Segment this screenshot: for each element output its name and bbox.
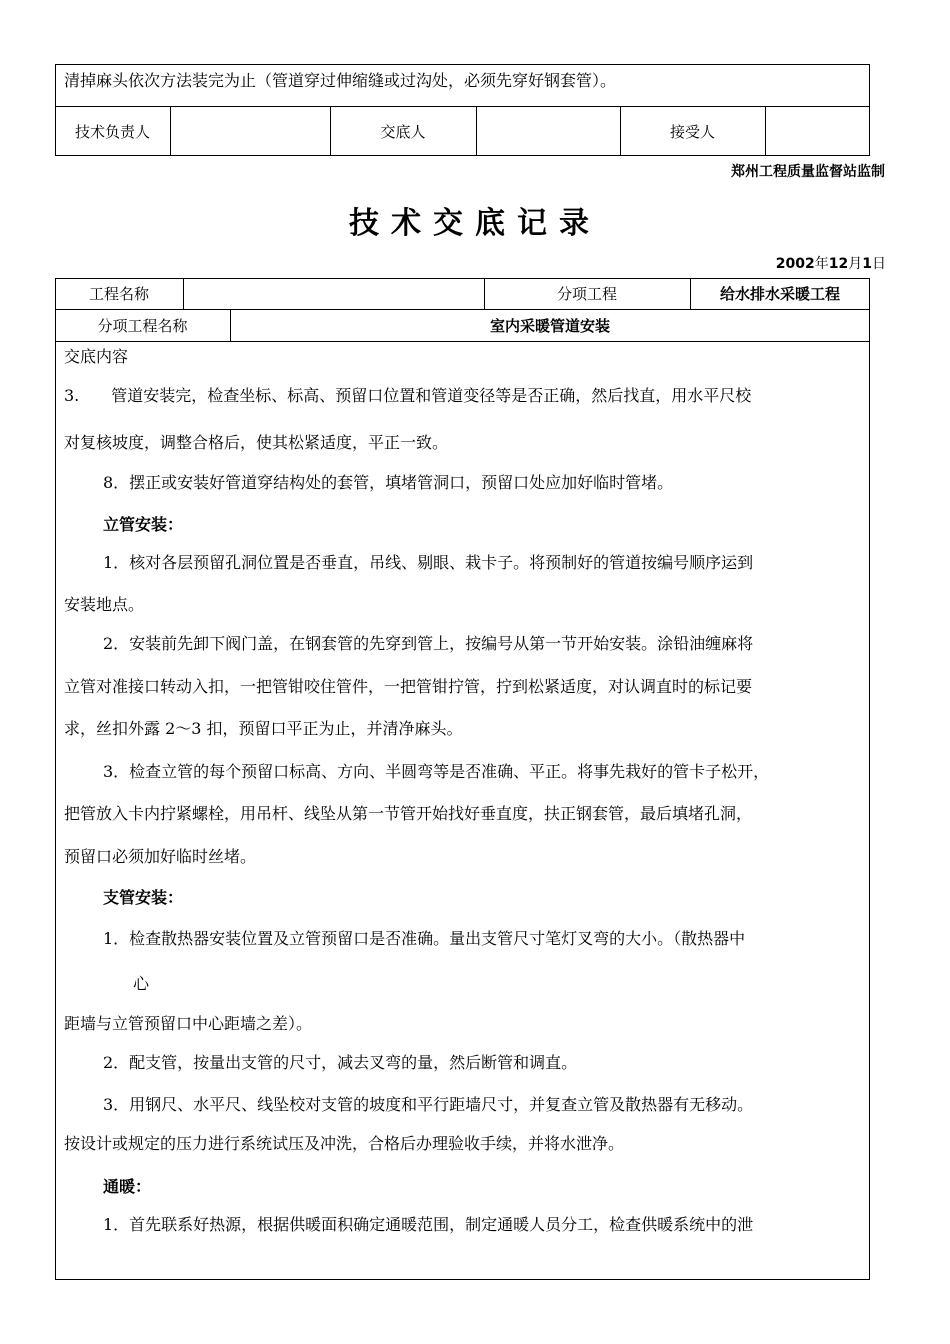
date-year: 2002 — [775, 256, 815, 272]
content-line: 求，丝扣外露 2～3 扣，预留口平正为止，并清净麻头。 — [64, 719, 463, 738]
content-line: 预留口必须加好临时丝堵。 — [64, 847, 257, 866]
content-line: 心 — [133, 974, 150, 993]
tech-lead-value[interactable] — [170, 106, 330, 156]
content-line: 对复核坡度，调整合格后，使其松紧适度，平正一致。 — [64, 433, 449, 452]
discloser-value[interactable] — [476, 106, 620, 156]
section-heading-branch: 支管安装： — [103, 888, 184, 907]
content-line: 按设计或规定的压力进行系统试压及冲洗，合格后办理验收手续，并将水泄净。 — [64, 1134, 625, 1153]
main-table-row-divider — [55, 341, 870, 342]
continued-text: 清掉麻头依次方法装完为止（管道穿过伸缩缝或过沟处，必须先穿好钢套管）。 — [64, 71, 617, 90]
sub-project-label: 分项工程 — [556, 285, 617, 303]
content-line: 1．检查散热器安装位置及立管预留口是否准确。量出支管尺寸笔灯叉弯的大小。（散热器中 — [103, 929, 746, 948]
tech-lead-label: 技术负责人 — [74, 122, 150, 141]
section-heading-riser: 立管安装： — [103, 515, 184, 534]
date-day: 1 — [862, 256, 872, 272]
section-heading-heating: 通暖： — [103, 1177, 152, 1196]
content-label: 交底内容 — [64, 347, 129, 366]
date-month: 12 — [828, 256, 849, 272]
discloser-label: 交底人 — [380, 122, 426, 141]
content-line: 8．摆正或安装好管道穿结构处的套管，填堵管洞口，预留口处应加好临时管堵。 — [103, 473, 674, 492]
content-line: 3．检查立管的每个预留口标高、方向、半圆弯等是否准确、平正。将事先栽好的管卡子松开， — [103, 762, 770, 781]
project-name-label: 工程名称 — [88, 285, 149, 303]
sub-project-name-value: 室内采暖管道安装 — [489, 316, 610, 335]
content-line: 1．首先联系好热源，根据供暖面积确定通暖范围，制定通暖人员分工，检查供暖系统中的泄 — [103, 1215, 754, 1234]
content-line: 3. 管道安装完，检查坐标、标高、预留口位置和管道变径等是否正确，然后找直，用水平尺校 — [64, 386, 752, 405]
content-line: 安装地点。 — [64, 595, 145, 614]
content-line: 把管放入卡内拧紧螺栓，用吊杆、线坠从第一节管开始找好垂直度，扶正钢套管，最后填堵孔洞， — [64, 804, 753, 823]
receiver-label: 接受人 — [669, 122, 715, 141]
content-line: 2．配支管，按量出支管的尺寸，减去叉弯的量，然后断管和调直。 — [103, 1053, 578, 1072]
content-line: 距墙与立管预留口中心距墙之差）。 — [64, 1014, 313, 1033]
content-line: 1．核对各层预留孔洞位置是否垂直，吊线、剔眼、栽卡子。将预制好的管道按编号顺序运到 — [103, 553, 754, 572]
content-line: 2．安装前先卸下阀门盖，在钢套管的先穿到管上，按编号从第一节开始安装。涂铅油缠麻将 — [103, 634, 754, 653]
date — [776, 253, 886, 275]
date-day-unit: 日 — [872, 256, 886, 272]
receiver-value[interactable] — [765, 106, 870, 156]
supervisor-note: 郑州工程质量监督站监制 — [731, 164, 885, 180]
date-year-unit: 年 — [814, 256, 829, 272]
sub-project-name-label: 分项工程名称 — [97, 316, 188, 335]
date-month-unit: 月 — [848, 256, 863, 272]
project-name-value[interactable] — [183, 278, 484, 309]
content-line: 立管对准接口转动入扣，一把管钳咬住管件，一把管钳拧管，拧到松紧适度，对认调直时的标记要 — [64, 677, 753, 696]
sub-project-value: 给水排水采暖工程 — [719, 285, 840, 303]
content-line: 3．用钢尺、水平尺、线坠校对支管的坡度和平行距墙尺寸，并复查立管及散热器有无移动。 — [103, 1095, 754, 1114]
page-title: 技术交底记录 — [349, 206, 601, 241]
